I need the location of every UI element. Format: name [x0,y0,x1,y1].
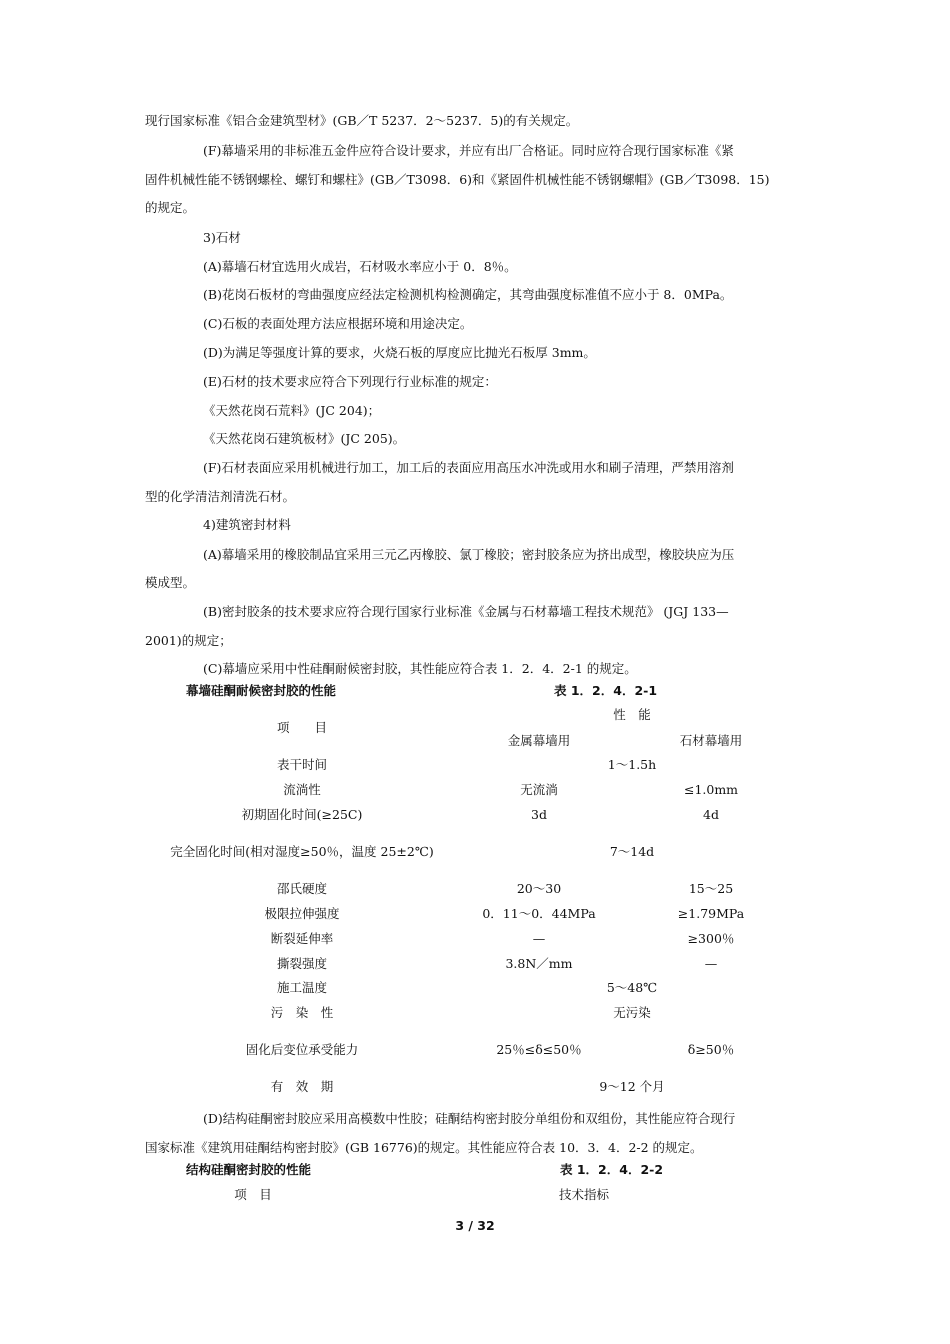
table-cell-stone: — [704,956,718,971]
paragraph: 国家标准《建筑用硅酮结构密封胶》(GB 16776)的规定。其性能应符合表 10．3．4．2-2 的规定。 [145,1140,703,1155]
table-cell-stone: ≥300％ [687,931,735,946]
table-cell-stone: δ≥50％ [687,1042,735,1057]
table-header-spec: 技术指标 [558,1187,610,1202]
table-cell-merged: 9～12 个月 [599,1079,665,1094]
table-cell-merged: 无污染 [613,1005,651,1020]
paragraph: 《天然花岗石建筑板材》(JC 205)。 [203,431,406,446]
paragraph: (C)幕墙应采用中性硅酮耐候密封胶，其性能应符合表 1．2．4．2-1 的规定。 [203,661,637,676]
table-cell-item: 施工温度 [276,980,328,995]
table-cell-stone: 15～25 [688,881,734,896]
table-cell-metal: 25％≤δ≤50％ [496,1042,582,1057]
table-cell-metal: 3d [531,807,547,822]
table-header-stone: 石材幕墙用 [679,733,743,748]
table-header-item: 项 目 [276,720,328,735]
table-cell-item: 撕裂强度 [276,956,328,971]
table-title: 结构硅酮密封胶的性能 [186,1162,312,1177]
table-title: 幕墙硅酮耐候密封胶的性能 [186,683,337,698]
page-number: 3 / 32 [455,1218,495,1233]
table-header-item: 项 目 [234,1187,272,1202]
table-cell-stone: 4d [703,807,719,822]
table-cell-item: 流淌性 [283,782,321,797]
table-cell-item: 固化后变位承受能力 [245,1042,359,1057]
paragraph: 固件机械性能不锈钢螺栓、螺钉和螺柱》(GB／T3098．6)和《紧固件机械性能不锈钢螺帽》(GB／T3098．15) [145,172,770,187]
table-cell-metal: 无流淌 [520,782,558,797]
paragraph: (B)密封胶条的技术要求应符合现行国家行业标准《金属与石材幕墙工程技术规范》 (JGJ 133— [203,604,729,619]
table-cell-item: 完全固化时间(相对湿度≥50％，温度 25±2℃) [170,844,434,859]
table-cell-merged: 1～1.5h [607,757,657,772]
table-cell-stone: ≤1.0mm [683,782,739,797]
table-cell-item: 邵氏硬度 [276,881,328,896]
table-cell-merged: 7～14d [609,844,655,859]
paragraph: (C)石板的表面处理方法应根据环境和用途决定。 [203,316,473,331]
table-cell-metal: — [532,931,546,946]
table-cell-metal: 20～30 [516,881,562,896]
paragraph: 的规定。 [145,200,196,215]
paragraph: 2001)的规定； [145,633,232,648]
paragraph: (B)花岗石板材的弯曲强度应经法定检测机构检测确定，其弯曲强度标准值不应小于 8．0MPa。 [203,287,733,302]
table-cell-item: 极限拉伸强度 [264,906,340,921]
table-number: 表 1．2．4．2-1 [554,683,658,698]
table-cell-item: 有 效 期 [270,1079,334,1094]
paragraph: (A)幕墙石材宜选用火成岩，石材吸水率应小于 0．8％。 [203,259,517,274]
paragraph: (A)幕墙采用的橡胶制品宜采用三元乙丙橡胶、氯丁橡胶；密封胶条应为挤出成型，橡胶块应为压 [203,547,735,562]
section-heading: 4)建筑密封材料 [203,517,291,532]
paragraph: 模成型。 [145,575,196,590]
section-heading: 3)石材 [203,230,241,245]
paragraph: 现行国家标准《铝合金建筑型材》(GB／T 5237．2～5237．5)的有关规定。 [145,113,579,128]
paragraph: (E)石材的技术要求应符合下列现行行业标准的规定： [203,374,497,389]
paragraph: (F)石材表面应采用机械进行加工，加工后的表面应用高压水冲洗或用水和刷子清理，严禁用溶剂 [203,460,734,475]
table-number: 表 1．2．4．2-2 [560,1162,664,1177]
paragraph: 《天然花岗石荒料》(JC 204)； [203,403,381,418]
paragraph: 型的化学清洁剂清洗石材。 [145,489,296,504]
table-cell-item: 断裂延伸率 [270,931,334,946]
paragraph: (D)为满足等强度计算的要求，火烧石板的厚度应比抛光石板厚 3mm。 [203,345,596,360]
table-header-metal: 金属幕墙用 [507,733,571,748]
table-cell-stone: ≥1.79MPa [677,906,745,921]
table-cell-item: 初期固化时间(≥25C) [241,807,363,822]
table-cell-metal: 3.8N／mm [505,956,573,971]
table-header-performance: 性 能 [613,707,651,722]
table-cell-item: 污 染 性 [270,1005,334,1020]
table-cell-merged: 5～48℃ [606,980,658,995]
paragraph: (F)幕墙采用的非标准五金件应符合设计要求，并应有出厂合格证。同时应符合现行国家标准《紧 [203,143,734,158]
paragraph: (D)结构硅酮密封胶应采用高模数中性胶；硅酮结构密封胶分单组份和双组份，其性能应符合现行 [203,1111,736,1126]
table-cell-item: 表干时间 [276,757,328,772]
table-cell-metal: 0．11～0．44MPa [482,906,596,921]
